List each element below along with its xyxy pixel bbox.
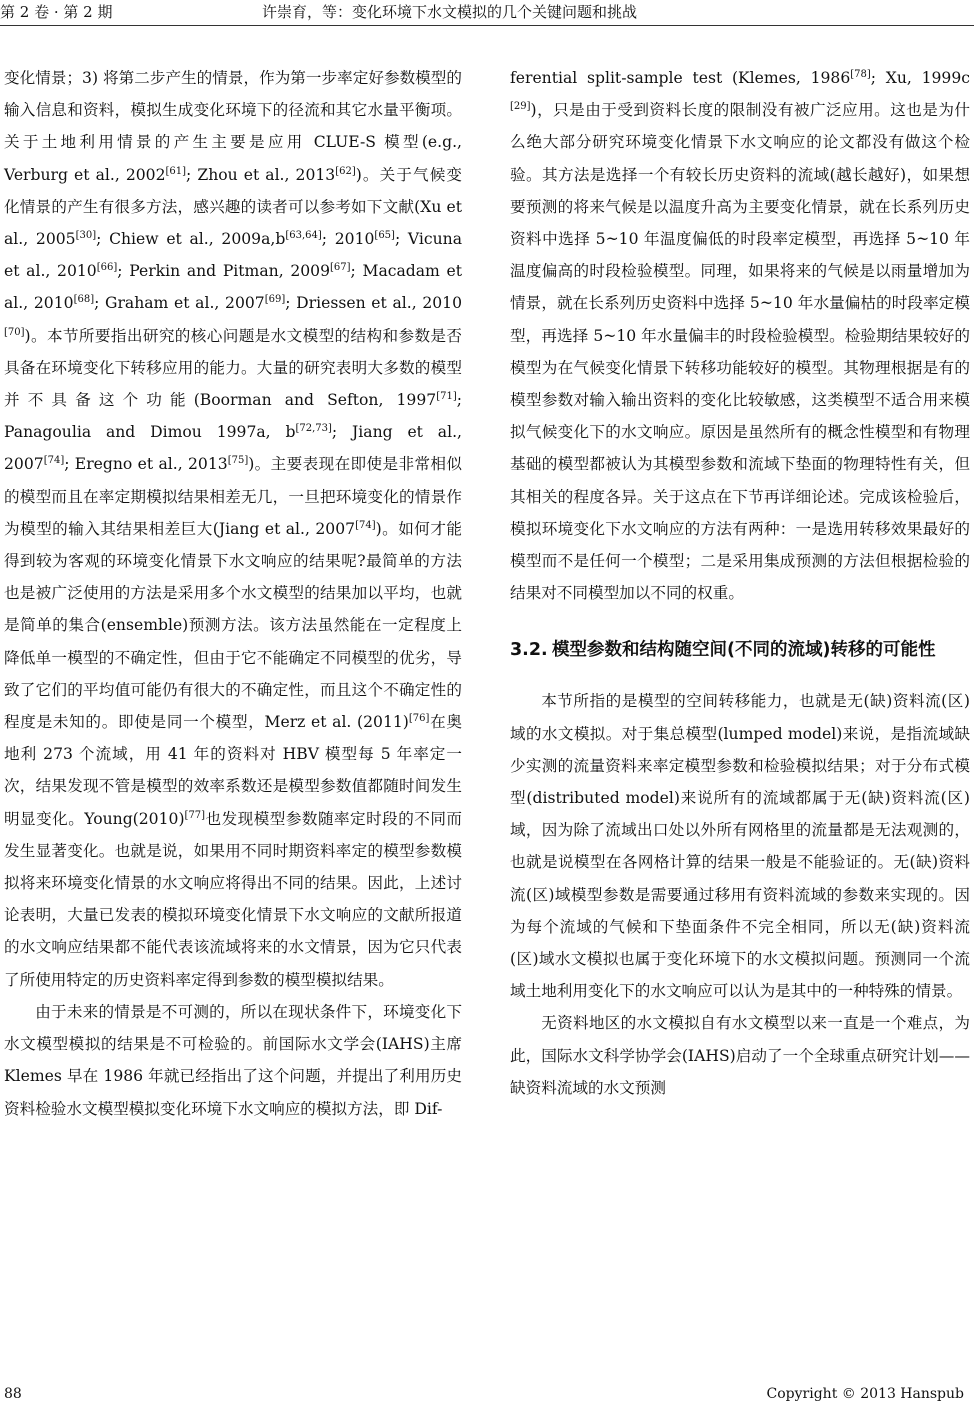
right-column-bottom xyxy=(510,685,970,1104)
page-footer xyxy=(0,1386,974,1408)
section-number: 3.2. xyxy=(510,640,548,661)
paragraph: ferential split-sample test (Klemes, 1986[78]; Xu, 1999c [29])，只是由于受到资料长度的限制没有被广泛应用。这也是为什么绝大部分研究环境变化情景下水文响应的论文都没有做这个检验。其方法是选择一个有较长历史资料的流域(越长越好)，如果想要预测的将来气候是以温度升高为主要变化情景，就在长系列历史资料中选择 5~10 年温度偏低的时段率定模型，再选择 5~10 年温度偏高的时段检验模型。同理，如果将来的气候是以雨量增加为情景，就在长系列历史资料中选择 5~10 年水量偏枯的时段率定模型，再选择 5~10 年水量偏丰的时段检验模型。检验期结果较好的模型为在气候变化情景下转移功能较好的模型。其物理根据是有的模型参数对输入输出资料的变化比较敏感，这类模型不适合用来模拟气候变化下的水文响应。原因是虽然所有的概念性模型和有物理基础的模型都被认为其模型参数和流域下垫面的物理特性有关，但其相关的程度各异。关于这点在下节再详细论述。完成该检验后，模拟环境变化下水文响应的方法有两种：一是选用转移效果最好的模型而不是任何一个模型；二是采用集成预测的方法但根据检验的结果对不同模型加以不同的权重。 xyxy=(510,69,970,603)
page-number: 88 xyxy=(4,1386,22,1402)
running-title: 许崇育，等：变化环境下水文模拟的几个关键问题和挑战 xyxy=(262,3,638,21)
citation-ref: [77] xyxy=(184,809,206,821)
citation-ref: [75] xyxy=(227,455,249,467)
citation-ref: [76] xyxy=(408,713,430,725)
right-column-top xyxy=(510,62,970,609)
citation-ref: [62] xyxy=(335,165,356,177)
citation-ref: [66] xyxy=(96,262,118,274)
paragraph: 无资料地区的水文模拟自有水文模型以来一直是一个难点，为此，国际水文科学协学会(IAHS)启动了一个全球重点研究计划——缺资料流域的水文预测 xyxy=(510,1014,970,1097)
citation-ref: [78] xyxy=(850,69,871,80)
citation-ref: [71] xyxy=(436,391,457,403)
citation-ref: [61] xyxy=(165,165,187,177)
section-heading xyxy=(510,635,970,665)
paragraph: 由于未来的情景是不可测的，所以在现状条件下，环境变化下水文模型模拟的结果是不可检验的。前国际水文学会(IAHS)主席 Klemes 早在 1986 年就已经指出了这个问题，并提出了利用历史资料检验水文模型模拟变化环境下水文响应的模拟方法，即 Dif- xyxy=(4,1002,462,1118)
header-rule xyxy=(0,25,974,26)
citation-ref: [67] xyxy=(330,262,351,274)
citation-ref: [65] xyxy=(374,230,395,242)
journal-issue: 第 2 卷 · 第 2 期 xyxy=(0,3,113,21)
citation-ref: [30] xyxy=(75,230,97,242)
section-title: 模型参数和结构随空间(不同的流域)转移的可能性 xyxy=(552,640,936,661)
citation-ref: [70] xyxy=(4,326,25,338)
citation-ref: [72,73] xyxy=(295,423,332,435)
paragraph: 变化情景；3) 将第二步产生的情景，作为第一步率定好参数模型的输入信息和资料，模拟生成变化环境下的径流和其它水量平衡项。关于土地利用情景的产生主要是应用 CLUE-S 模型(e.g., Verburg et al., 2002[61]; Zhou et al., 2013[62])。关于气候变化情景的产生有很多方法，感兴趣的读者可以参考如下文献(Xu et al., 2005[30]; Chiew et al., 2009a,b[63,64]; 2010[65]; Vicuna et al., 2010[66]; Perkin and Pitman, 2009[67]; Macadam et al., 2010[68]; Graham et al., 2007[69]; Driessen et al., 2010 [70])。本节所要指出研究的核心问题是水文模型的结构和参数是否具备在环境变化下转移应用的能力。大量的研究表明大多数的模型并不具备这个功能(Boorman and Sefton, 1997[71]; Panagoulia and Dimou 1997a, b[72,73]; Jiang et al., 2007[74]; Eregno et al., 2013[75])。主要表现在即使是非常相似的模型而且在率定期模拟结果相差无几，一旦把环境变化的情景作为模型的输入其结果相差巨大(Jiang et al., 2007[74])。如何才能得到较为客观的环境变化情景下水文响应的结果呢?最简单的方法也是被广泛使用的方法是采用多个水文模型的结果加以平均，也就是简单的集合(ensemble)预测方法。该方法虽然能在一定程度上降低单一模型的不确定性，但由于它不能确定不同模型的优劣，导致了它们的平均值可能仍有很大的不确定性，而且这个不确定性的程度是未知的。即使是同一个模型，Merz et al. (2011)[76]在奥地利 273 个流域，用 41 年的资料对 HBV 模型每 5 年率定一次，结果发现不管是模型的效率系数还是模型参数值都随时间发生明显变化。Young(2010)[77]也发现模型参数随率定时段的不同而发生显著变化。也就是说，如果用不同时期资料率定的模型参数模拟将来环境变化情景的水文响应将得出不同的结果。因此，上述讨论表明，大量已发表的模拟环境变化情景下水文响应的文献所报道的水文响应结果都不能代表该流域将来的水文情景，因为它只代表了所使用特定的历史资料率定得到参数的模型模拟结果。 xyxy=(4,69,463,989)
paragraph: 本节所指的是模型的空间转移能力，也就是无(缺)资料流(区)域的水文模拟。对于集总模型(lumped model)来说，是指流域缺少实测的流量资料来率定模型参数和检验模拟结果；对于分布式模型(distributed model)来说所有的流域都属于无(缺)资料流(区)域，因为除了流域出口处以外所有网格里的流量都是无法观测的，也就是说模型在各网格计算的结果一般是不能验证的。无(缺)资料流(区)域模型参数是需要通过移用有资料流域的参数来实现的。因为每个流域的气候和下垫面条件不完全相同，所以无(缺)资料流(区)域水文模拟也属于变化环境下的水文模拟问题。预测同一个流域土地利用变化下的水文响应可以认为是其中的一种特殊的情景。 xyxy=(510,692,970,1001)
citation-ref: [29] xyxy=(510,101,531,113)
right-column xyxy=(510,62,970,1104)
citation-ref: [68] xyxy=(73,294,95,306)
left-column xyxy=(4,62,462,1125)
citation-ref: [69] xyxy=(264,294,286,306)
citation-ref: [74] xyxy=(43,455,65,467)
copyright-notice: Copyright © 2013 Hanspub xyxy=(766,1386,964,1402)
citation-ref: [63,64] xyxy=(285,230,322,242)
running-header xyxy=(0,0,974,26)
citation-ref: [74] xyxy=(355,519,376,531)
